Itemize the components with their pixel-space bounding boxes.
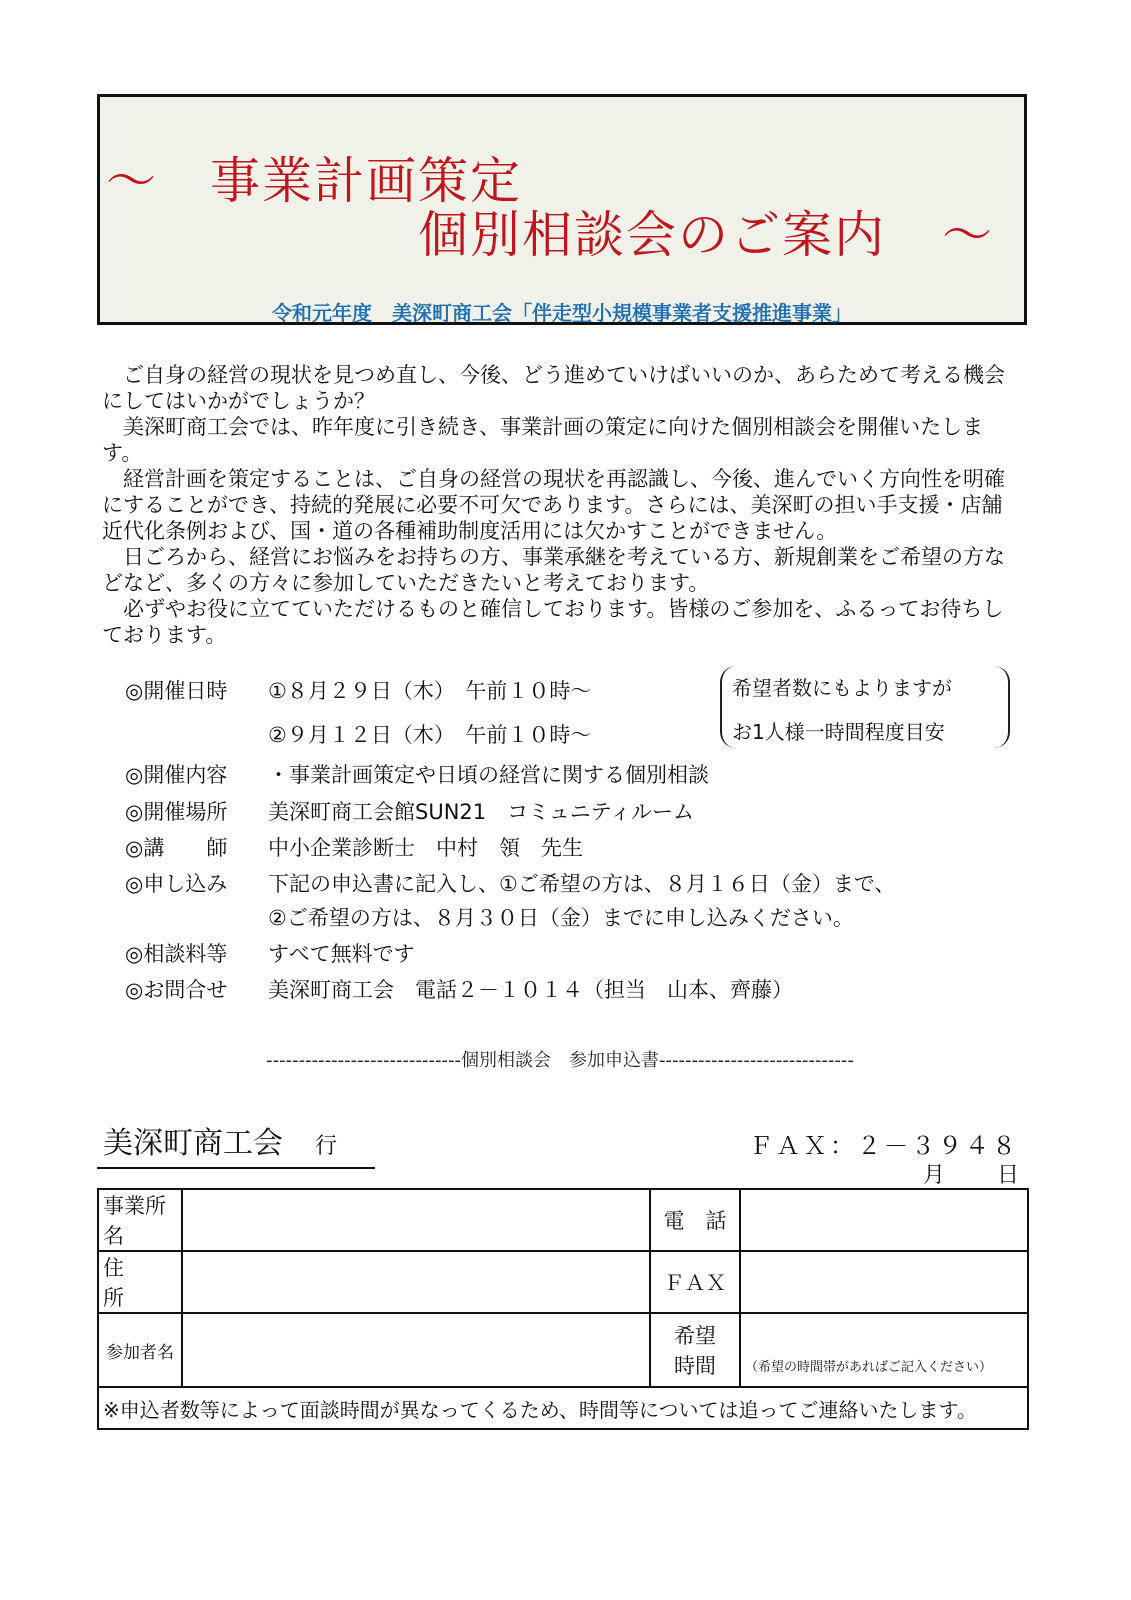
fee-row bbox=[125, 941, 415, 967]
participant-label: 参加者名 bbox=[98, 1313, 182, 1387]
form-row bbox=[98, 1387, 1028, 1429]
title-line-1 bbox=[106, 153, 522, 209]
title-line-2 bbox=[418, 207, 994, 263]
business-name-label: 事業所名 bbox=[98, 1189, 182, 1251]
participant-field[interactable] bbox=[182, 1313, 650, 1387]
notice-text: ※申込者数等によって面談時間が異なってくるため、時間等については追ってご連絡いたします。 bbox=[98, 1387, 1028, 1429]
addressee-suffix: 行 bbox=[315, 1134, 338, 1159]
address-label: 住 所 bbox=[98, 1251, 182, 1313]
lecturer-value: 中小企業診断士 中村 領 先生 bbox=[268, 836, 583, 860]
lecturer-label: ◎講 師 bbox=[125, 836, 228, 860]
fax-field[interactable] bbox=[740, 1251, 1028, 1313]
time-field[interactable] bbox=[740, 1313, 1028, 1387]
place-value: 美深町商工会館SUN21 コミュニティルーム bbox=[268, 800, 695, 824]
intro-paragraph: 美深町商工会では、昨年度に引き続き、事業計画の策定に向けた個別相談会を開催いたします。 bbox=[102, 415, 984, 465]
subtitle: 令和元年度 美深町商工会「伴走型小規模事業者支援推進事業」 bbox=[272, 301, 852, 325]
duration-note bbox=[720, 666, 1010, 748]
phone-label: 電 話 bbox=[650, 1189, 740, 1251]
note-line-2: お1人様一時間程度目安 bbox=[732, 720, 945, 744]
addressee bbox=[97, 1124, 375, 1169]
date-1: ①８月２９日（木） 午前１０時～ bbox=[268, 679, 592, 703]
title-text-1: 事業計画策定 bbox=[210, 152, 522, 210]
title-text-2: 個別相談会のご案内 bbox=[418, 206, 886, 264]
date-row-1 bbox=[125, 678, 591, 704]
application-form bbox=[97, 1188, 1029, 1430]
fax-number: ＦＡＸ：２－３９４８ bbox=[749, 1132, 1019, 1160]
date-2: ②９月１２日（木） 午前１０時～ bbox=[268, 723, 592, 747]
header-box bbox=[97, 94, 1027, 325]
place-row bbox=[125, 799, 694, 825]
phone-field[interactable] bbox=[740, 1189, 1028, 1251]
business-name-field[interactable] bbox=[182, 1189, 650, 1251]
lecturer-row bbox=[125, 835, 583, 861]
note-line-1: 希望者数にもよりますが bbox=[732, 676, 952, 700]
date-row-2 bbox=[125, 722, 591, 748]
fax-label: ＦＡＸ bbox=[650, 1251, 740, 1313]
intro-paragraph: 必ずやお役に立てていただけるものと確信しております。皆様のご参加を、ふるってお待ちしております。 bbox=[102, 597, 1004, 647]
tilde-left: ～ bbox=[106, 152, 158, 210]
time-hint: （希望の時間帯があればご記入ください） bbox=[745, 1359, 993, 1375]
apply-value-1: 下記の申込書に記入し、①ご希望の方は、８月１６日（金）まで、 bbox=[268, 872, 896, 896]
fee-value: すべて無料です bbox=[268, 942, 415, 966]
time-label: 希望 時間 bbox=[650, 1313, 740, 1387]
form-row bbox=[98, 1313, 1028, 1387]
contact-value: 美深町商工会 電話２－１０１４（担当 山本、齊藤） bbox=[268, 978, 793, 1002]
fee-label: ◎相談料等 bbox=[125, 942, 228, 966]
day-label: 日 bbox=[996, 1163, 1019, 1188]
month-label: 月 bbox=[922, 1163, 945, 1188]
contact-label: ◎お問合せ bbox=[125, 978, 228, 1002]
apply-value-2: ②ご希望の方は、８月３０日（金）までに申し込みください。 bbox=[268, 906, 854, 930]
apply-row-2 bbox=[125, 905, 854, 931]
date-fields bbox=[923, 1158, 1019, 1189]
apply-label: ◎申し込み bbox=[125, 872, 228, 896]
intro-text bbox=[102, 362, 1012, 648]
form-divider: ------------------------------個別相談会 参加申込書------------------------------ bbox=[266, 1050, 854, 1071]
tilde-right: ～ bbox=[942, 206, 994, 264]
addressee-name: 美深町商工会 bbox=[103, 1126, 283, 1161]
form-row bbox=[98, 1251, 1028, 1313]
place-label: ◎開催場所 bbox=[125, 800, 228, 824]
content-row bbox=[125, 762, 709, 788]
contact-row bbox=[125, 977, 793, 1003]
intro-paragraph: ご自身の経営の現状を見つめ直し、今後、どう進めていけばいいのか、あらためて考える機会にしてはいかがでしょうか？ bbox=[102, 363, 1005, 413]
content-label: ◎開催内容 bbox=[125, 763, 228, 787]
form-row bbox=[98, 1189, 1028, 1251]
intro-paragraph: 経営計画を策定することは、ご自身の経営の現状を再認識し、今後、進んでいく方向性を明確にすることができ、持続的発展に必要不可欠であります。さらには、美深町の担い手支援・店舗近代化条例および、国・道の各種補助制度活用には欠かすことができません。 bbox=[102, 467, 1005, 543]
address-field[interactable] bbox=[182, 1251, 650, 1313]
apply-row-1 bbox=[125, 871, 895, 897]
date-label: ◎開催日時 bbox=[125, 679, 228, 703]
content-value: ・事業計画策定や日頃の経営に関する個別相談 bbox=[268, 763, 709, 787]
intro-paragraph: 日ごろから、経営にお悩みをお持ちの方、事業承継を考えている方、新規創業をご希望の方などなど、多くの方々に参加していただきたいと考えております。 bbox=[102, 545, 1005, 595]
